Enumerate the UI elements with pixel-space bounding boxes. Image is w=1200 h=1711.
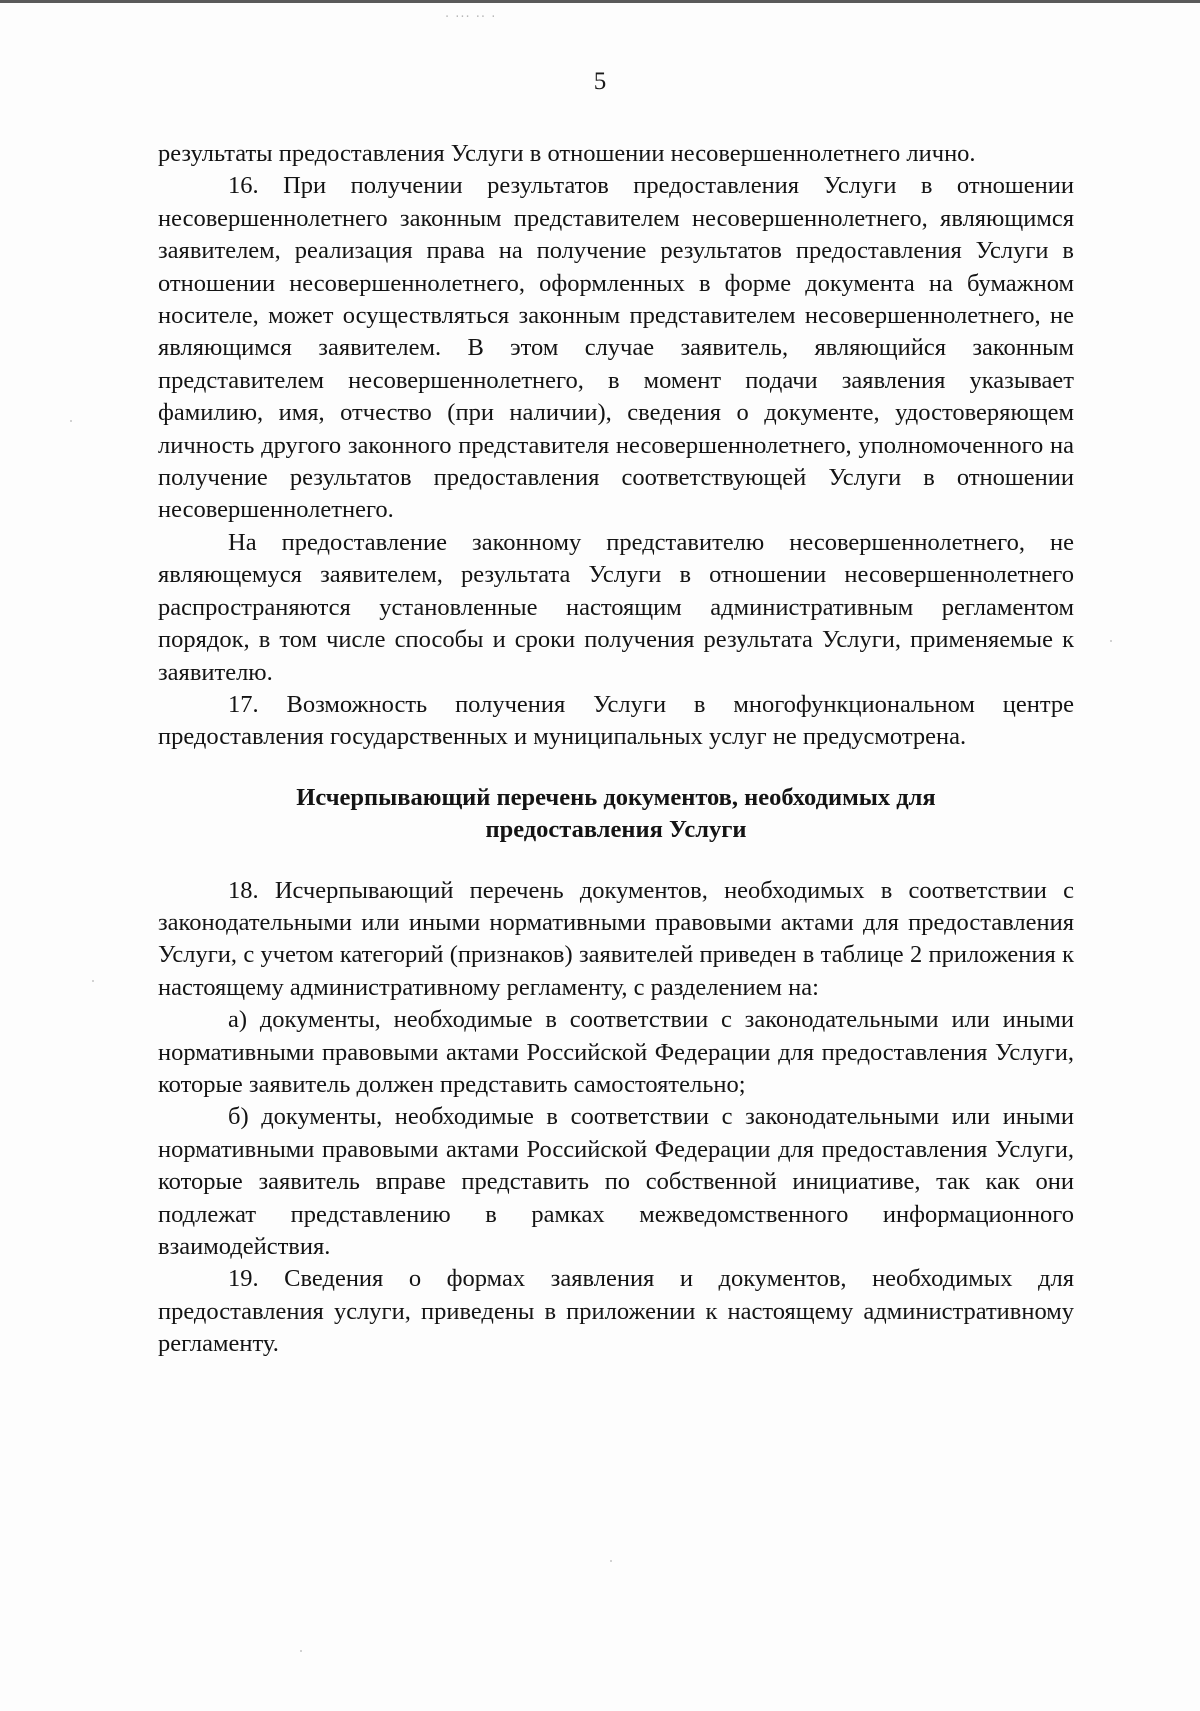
scan-speck	[1110, 640, 1112, 642]
section-heading	[158, 782, 1074, 847]
paragraph-16-continued: На предоставление законному представителю несовершеннолетнего, не являющемуся заявителем, результата Услуги в отношении несовершеннолетнего распространяются установленные настоящим административным регламентом порядок, в том числе способы и сроки получения результата Услуги, применяемые к заявителю.	[158, 528, 1074, 686]
section-heading-line-2: предоставления Услуги	[485, 816, 747, 844]
scan-speck	[70, 420, 72, 422]
scan-speck	[610, 1560, 612, 1562]
scan-top-edge	[0, 0, 1200, 3]
scan-speck	[300, 1650, 302, 1652]
paragraph-19: 19. Сведения о формах заявления и документов, необходимых для предоставления услуги, приведены в приложении к настоящему административному регламенту.	[158, 1265, 1074, 1358]
paragraph-16: 16. При получении результатов предоставления Услуги в отношении несовершеннолетнего законным представителем несовершеннолетнего, являющимся заявителем, реализация права на получение результатов предоставления Услуги в отношении несовершеннолетнего, оформленных в форме документа на бумажном носителе, может осуществляться законным представителем несовершеннолетнего, не являющимся заявителем. В этом случае заявитель, являющийся законным представителем несовершеннолетнего, в момент подачи заявления указывает фамилию, имя, отчество (при наличии), сведения о документе, удостоверяющем личность другого законного представителя несовершеннолетнего, уполномоченного на получение результатов предоставления соответствующей Услуги в отношении несовершеннолетнего.	[158, 172, 1074, 524]
section-heading-line-1: Исчерпывающий перечень документов, необходимых для	[296, 783, 936, 811]
paragraph-18-item-b: б) документы, необходимые в соответствии с законодательными или иными нормативными правовыми актами Российской Федерации для предоставления Услуги, которые заявитель вправе представить по собственной инициативе, так как они подлежат представлению в рамках межведомственного информационного взаимодействия.	[158, 1103, 1074, 1260]
page-number: 5	[593, 68, 607, 95]
paragraph-17: 17. Возможность получения Услуги в многофункциональном центре предоставления государственных и муниципальных услуг не предусмотрена.	[158, 690, 1074, 751]
paragraph-18-item-a: а) документы, необходимые в соответствии с законодательными или иными нормативными правовыми актами Российской Федерации для предоставления Услуги, которые заявитель должен представить самостоятельно;	[158, 1006, 1074, 1098]
scan-speck	[92, 980, 94, 982]
paragraph-continuation: результаты предоставления Услуги в отношении несовершеннолетнего лично.	[158, 140, 976, 167]
paragraph-18: 18. Исчерпывающий перечень документов, необходимых в соответствии с законодательными или иными нормативными правовыми актами для предоставления Услуги, с учетом категорий (признаков) заявителей приведен в таблице 2 приложения к настоящему административному регламенту, с разделением на:	[158, 876, 1074, 1001]
document-body	[158, 138, 1074, 1361]
scan-artifact: · ··· ·· ·	[445, 10, 497, 25]
